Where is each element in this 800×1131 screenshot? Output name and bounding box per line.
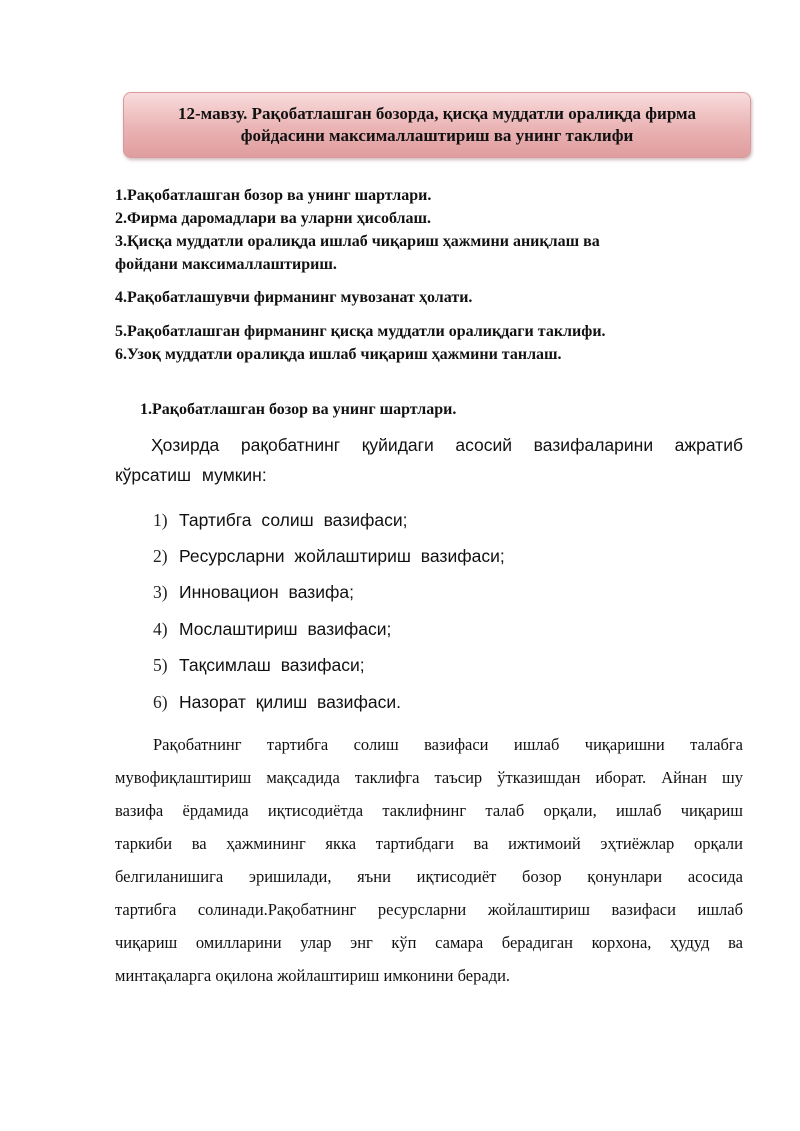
function-text: Мослаштириш вазифаси; xyxy=(179,619,392,639)
outline-item: 3.Қисқа муддатли оралиқда ишлаб чиқариш ҳажмини аниқлаш ва xyxy=(115,233,600,250)
body-line: минтақаларга оқилона жойлаштириш имконини беради. xyxy=(115,966,511,985)
function-text: Инновацион вазифа; xyxy=(179,582,354,602)
function-item xyxy=(153,544,505,568)
function-item xyxy=(153,617,391,641)
body-line: тартибга солинади.Рақобатнинг ресурсларни жойлаштириш вазифаси ишлаб xyxy=(115,900,743,919)
outline-item: фойдани максималлаштириш. xyxy=(115,256,337,273)
function-number: 2) xyxy=(153,546,168,566)
function-number: 3) xyxy=(153,582,168,602)
body-line: таркиби ва ҳажмининг якка тартибдаги ва ижтимоий эҳтиёжлар орқали xyxy=(115,834,743,853)
function-number: 1) xyxy=(153,510,168,530)
body-line: вазифа ёрдамида иқтисодиётда таклифнинг талаб орқали, ишлаб чиқариш xyxy=(115,801,743,820)
function-item xyxy=(153,653,365,677)
function-item xyxy=(153,508,408,532)
topic-title-line-1: 12-мавзу. Рақобатлашган бозорда, қисқа муддатли оралиқда фирма xyxy=(178,104,696,123)
function-number: 5) xyxy=(153,655,168,675)
function-item xyxy=(153,580,354,604)
function-text: Тартибга солиш вазифаси; xyxy=(179,510,408,530)
function-text: Назорат қилиш вазифаси. xyxy=(179,692,401,712)
function-item xyxy=(153,690,401,714)
intro-paragraph xyxy=(115,430,743,490)
outline-item: 5.Рақобатлашган фирманинг қисқа муддатли оралиқдаги таклифи. xyxy=(115,323,606,340)
function-number: 6) xyxy=(153,692,168,712)
section-heading: 1.Рақобатлашган бозор ва унинг шартлари. xyxy=(140,401,457,418)
function-number: 4) xyxy=(153,619,168,639)
body-line: мувофиқлаштириш мақсадида таклифга таъсир ўтказишдан иборат. Айнан шу xyxy=(115,768,743,787)
outline-item: 4.Рақобатлашувчи фирманинг мувозанат ҳолати. xyxy=(115,289,473,306)
body-line: Рақобатнинг тартибга солиш вазифаси ишлаб чиқаришни талабга xyxy=(153,735,743,754)
function-text: Ресурсларни жойлаштириш вазифаси; xyxy=(179,546,505,566)
intro-line-1: Ҳозирда рақобатнинг қуйидаги асосий вазифаларини ажратиб xyxy=(151,435,743,455)
body-line: чиқариш омилларини улар энг кўп самара берадиган корхона, ҳудуд ва xyxy=(115,933,743,952)
topic-title-line-2: фойдасини максималлаштириш ва унинг таклифи xyxy=(240,126,634,145)
outline-item: 1.Рақобатлашган бозор ва унинг шартлари. xyxy=(115,187,432,204)
function-text: Тақсимлаш вазифаси; xyxy=(179,655,365,675)
body-line: белгиланишига эришилади, яъни иқтисодиёт бозор қонунлари асосида xyxy=(115,867,743,886)
outline-item: 6.Узоқ муддатли оралиқда ишлаб чиқариш ҳажмини танлаш. xyxy=(115,346,562,363)
topic-title-box xyxy=(123,92,751,158)
intro-line-2: кўрсатиш мумкин: xyxy=(115,465,267,485)
outline-item: 2.Фирма даромадлари ва уларни ҳисоблаш. xyxy=(115,210,432,227)
